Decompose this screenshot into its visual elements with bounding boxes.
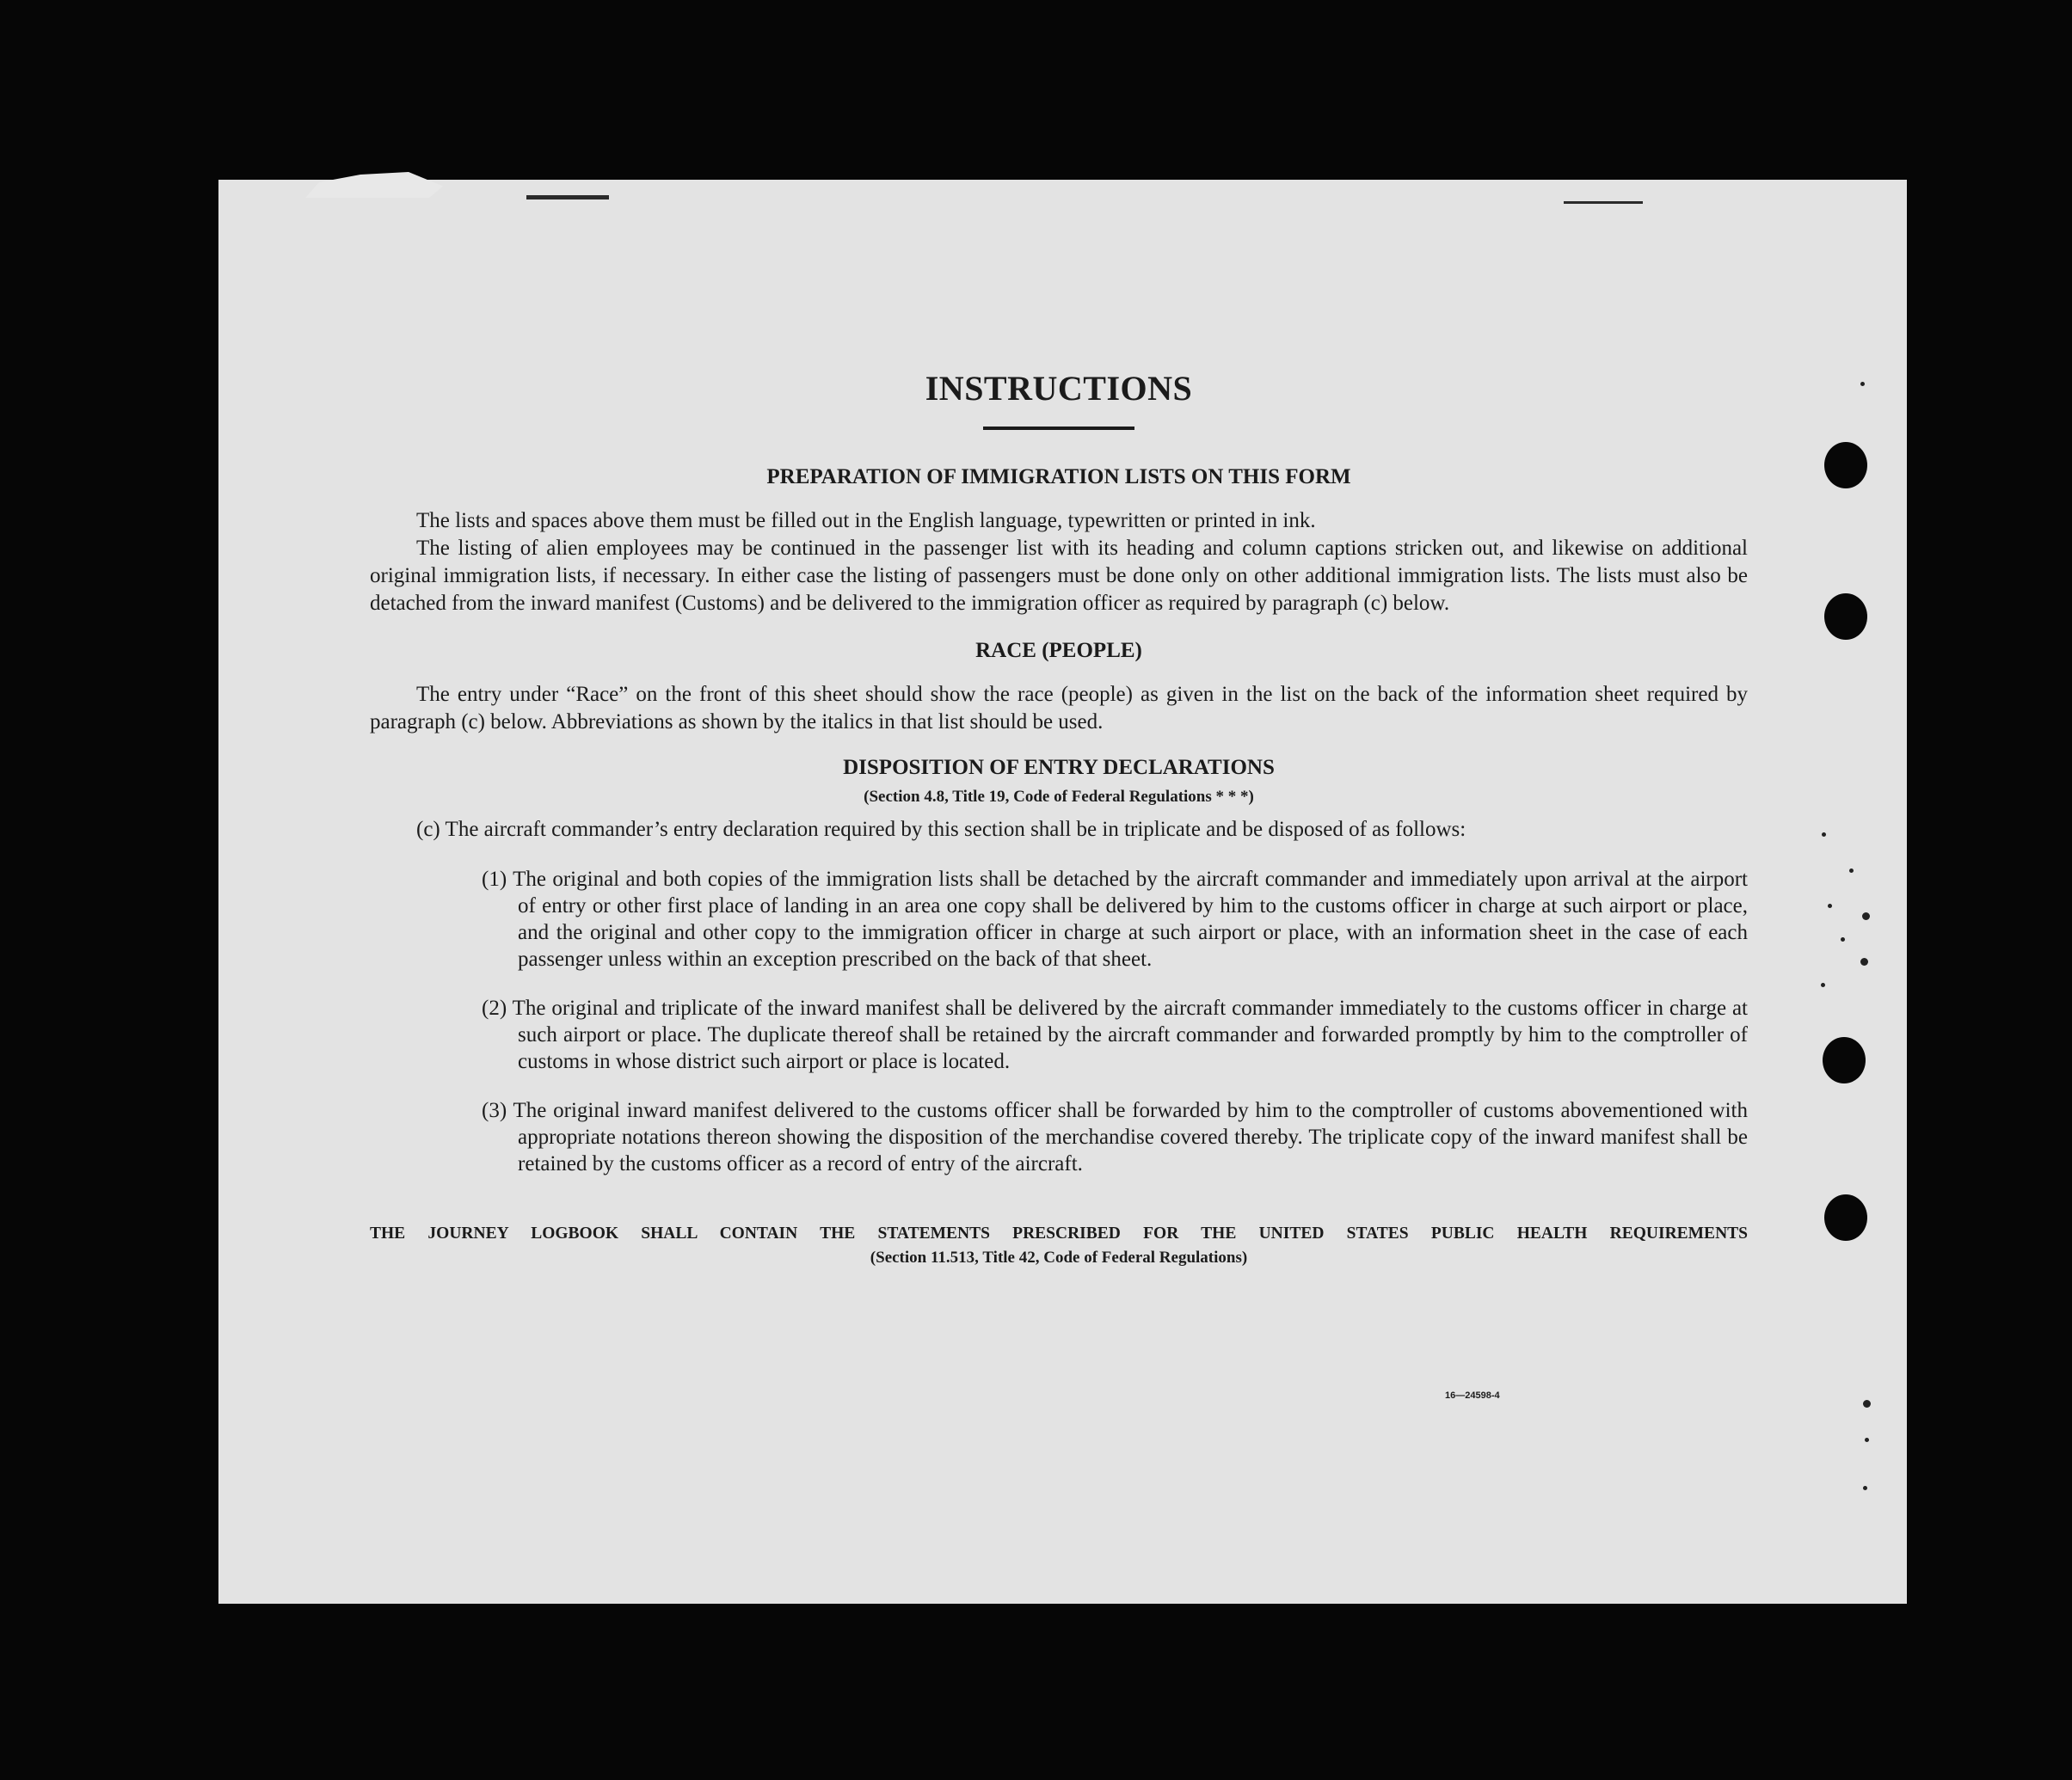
disposition-citation: (Section 4.8, Title 19, Code of Federal Regulations * * *)	[864, 788, 1254, 806]
speck	[1849, 869, 1854, 873]
preparation-heading: PREPARATION OF IMMIGRATION LISTS ON THIS FORM	[766, 465, 1351, 488]
punch-hole	[1824, 593, 1867, 640]
speck	[1821, 983, 1825, 987]
race-heading: RACE (PEOPLE)	[975, 639, 1142, 662]
instructions-content	[370, 370, 1748, 1268]
speck	[1828, 904, 1832, 908]
speck	[1865, 1438, 1869, 1442]
race-paragraph: The entry under “Race” on the front of this sheet should show the race (people) as given in the list on the back of the information sheet required by paragraph (c) below. Abbreviations as shown by the italics in that list should be used.	[370, 683, 1748, 733]
disposition-heading: DISPOSITION OF ENTRY DECLARATIONS	[843, 756, 1275, 779]
speck	[1860, 958, 1868, 966]
public-health-statement: THE JOURNEY LOGBOOK SHALL CONTAIN THE STATEMENTS PRESCRIBED FOR THE UNITED STATES PUBLIC HEALTH REQUIREMENTS	[370, 1224, 1748, 1243]
page-title: INSTRUCTIONS	[925, 369, 1193, 408]
preparation-paragraph-2: The listing of alien employees may be continued in the passenger list with its heading and column captions stricken out, and likewise on additional original immigration lists, if necessary. In either case the listing of passengers must be done only on other additional immigration lists. The lists must also be detached from the inward manifest (Customs) and be delivered to the immigration officer as required by paragraph (c) below.	[370, 537, 1748, 615]
speck	[1862, 912, 1870, 920]
speck	[1860, 382, 1865, 386]
disposition-item-1: (1) The original and both copies of the immigration lists shall be detached by the aircraft commander and immediately upon arrival at the airport of entry or other first place of landing in an area one copy shall be delivered by him to the customs officer in charge at such airport or place, and the original and other copy to the immigration officer in charge at such airport or place, with an information sheet in the case of each passenger unless within an exception prescribed on the back of that sheet.	[482, 867, 1748, 971]
disposition-intro: (c) The aircraft commander’s entry declaration required by this section shall be in triplicate and be disposed of as follows:	[416, 817, 1466, 841]
disposition-item-2: (2) The original and triplicate of the inward manifest shall be delivered by the aircraft commander immediately to the customs officer in charge at such airport or place. The duplicate thereof shall be retained by the aircraft commander and forwarded promptly by him to the comptroller of customs in whose district such airport or place is located.	[482, 996, 1748, 1073]
punch-hole	[1823, 1037, 1866, 1083]
punch-hole	[1824, 442, 1867, 488]
preparation-paragraph-1: The lists and spaces above them must be filled out in the English language, typewritten or printed in ink.	[416, 509, 1316, 532]
tear-mark	[526, 195, 609, 199]
speck	[1863, 1400, 1871, 1408]
punch-hole	[1824, 1194, 1867, 1241]
tear-mark	[1564, 201, 1643, 204]
public-health-citation: (Section 11.513, Title 42, Code of Federal Regulations)	[870, 1249, 1248, 1267]
speck	[1863, 1486, 1867, 1490]
disposition-item-3: (3) The original inward manifest delivered to the customs officer shall be forwarded by him to the comptroller of customs abovementioned with appropriate notations thereon showing the disposition of the merchandise covered thereby. The triplicate copy of the inward manifest shall be retained by the customs officer as a record of entry of the aircraft.	[482, 1098, 1748, 1175]
title-underline	[983, 427, 1134, 430]
speck	[1841, 937, 1845, 942]
speck	[1822, 832, 1826, 837]
form-number: 16—24598-4	[1445, 1390, 1500, 1401]
